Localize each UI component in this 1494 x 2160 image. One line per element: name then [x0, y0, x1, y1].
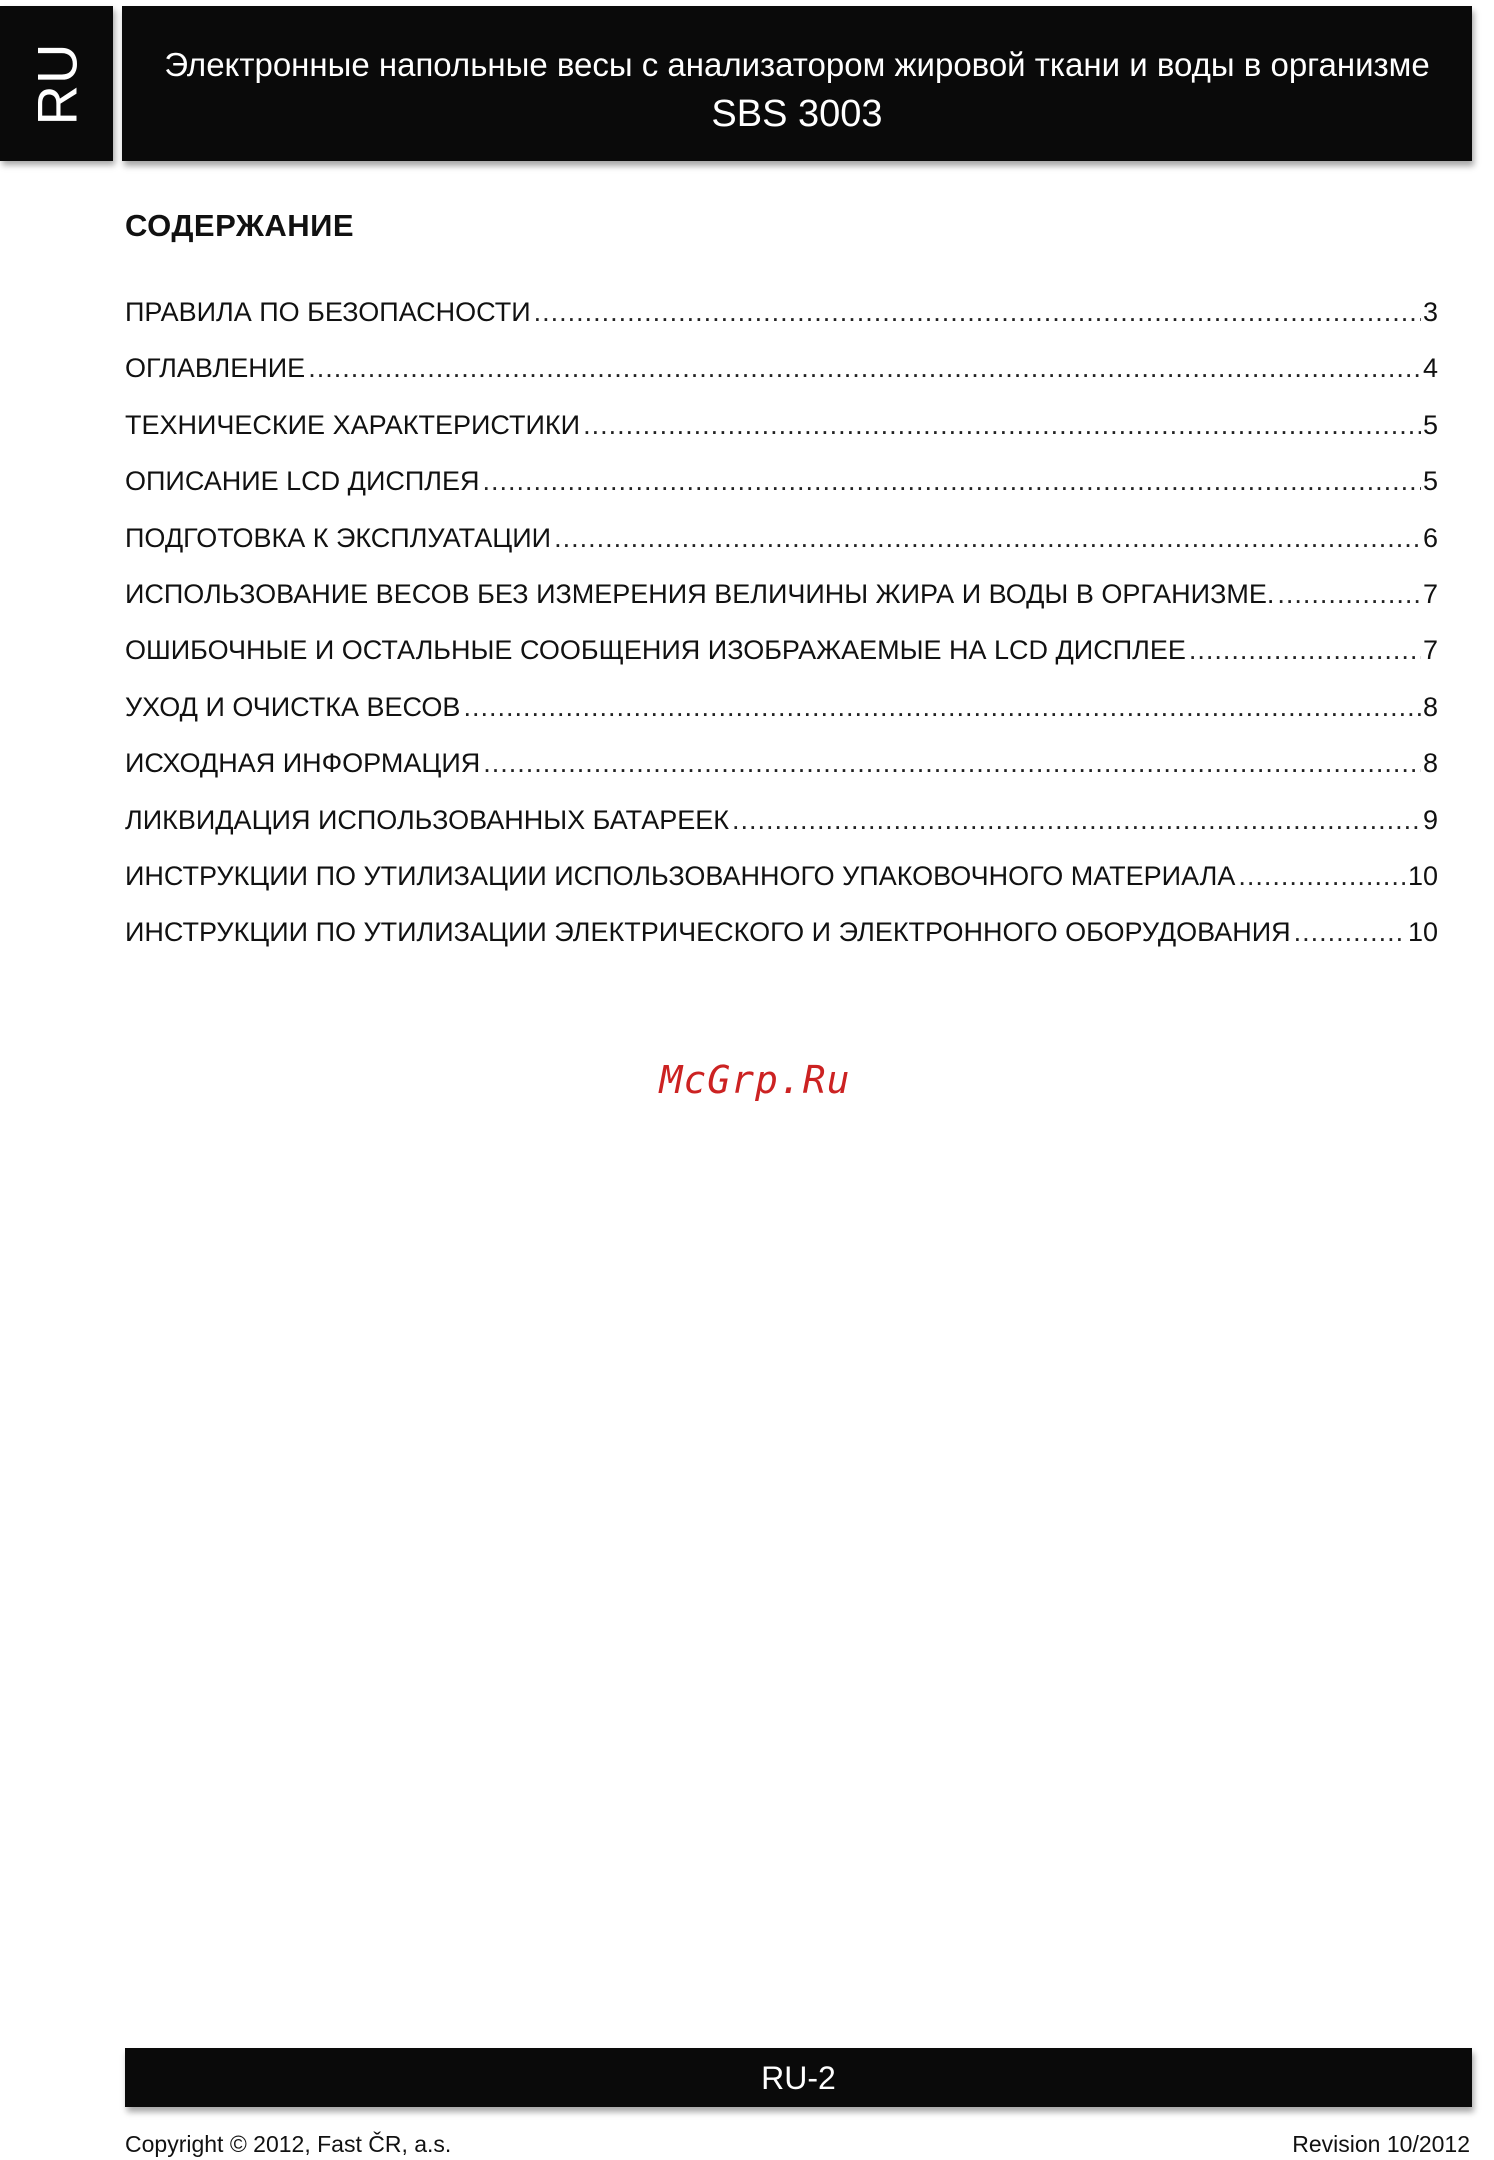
toc-entry-page: 4	[1422, 353, 1438, 384]
toc-dot-leader	[1294, 917, 1406, 948]
toc-entry-label: ИНСТРУКЦИИ ПО УТИЛИЗАЦИИ ИСПОЛЬЗОВАННОГО УПАКОВОЧНОГО МАТЕРИАЛА	[125, 860, 1236, 891]
document-title: Электронные напольные весы с анализатором жировой ткани и воды в организме	[164, 46, 1430, 83]
watermark-link[interactable]: McGrp.Ru	[659, 1058, 851, 1102]
toc-dot-leader	[463, 692, 1421, 723]
toc-dot-leader	[583, 410, 1421, 441]
toc-entry[interactable]	[125, 692, 1438, 748]
language-tab	[0, 6, 113, 161]
toc-entry-page: 7	[1422, 635, 1438, 666]
revision-label: Revision 10/2012	[1292, 2131, 1470, 2157]
toc-entry[interactable]	[125, 579, 1438, 635]
toc-entry-page: 7	[1422, 578, 1438, 609]
toc-entry-label: ТЕХНИЧЕСКИЕ ХАРАКТЕРИСТИКИ	[125, 409, 581, 440]
copyright-notice: Copyright © 2012, Fast ČR, a.s.	[125, 2131, 452, 2157]
toc-entry-label: ОПИСАНИЕ LCD ДИСПЛЕЯ	[125, 466, 480, 497]
footer-bar	[125, 2048, 1472, 2107]
toc-dot-leader	[1277, 579, 1421, 610]
toc-entry-label: ИСХОДНАЯ ИНФОРМАЦИЯ	[125, 748, 481, 779]
toc-entry[interactable]	[125, 635, 1438, 691]
section-title: СОДЕРЖАНИЕ	[125, 208, 355, 243]
toc-entry-page: 10	[1407, 917, 1438, 948]
toc-entry-page: 9	[1422, 804, 1438, 835]
toc-entry-label: ОГЛАВЛЕНИЕ	[125, 353, 306, 384]
toc-entry[interactable]	[125, 805, 1438, 861]
header-bar	[122, 6, 1472, 161]
toc-entry-page: 6	[1422, 522, 1438, 553]
language-code: RU	[25, 42, 88, 125]
toc-entry[interactable]	[125, 353, 1438, 409]
toc-dot-leader	[732, 805, 1421, 836]
toc-dot-leader	[1238, 861, 1406, 892]
toc-dot-leader	[482, 466, 1420, 497]
toc-entry-page: 8	[1422, 748, 1438, 779]
toc-dot-leader	[1189, 635, 1421, 666]
toc-dot-leader	[554, 523, 1421, 554]
toc-entry[interactable]	[125, 410, 1438, 466]
toc-entry-label: ОШИБОЧНЫЕ И ОСТАЛЬНЫЕ СООБЩЕНИЯ ИЗОБРАЖАЕМЫЕ НА LCD ДИСПЛЕЕ	[125, 635, 1186, 666]
toc-entry-label: ЛИКВИДАЦИЯ ИСПОЛЬЗОВАННЫХ БАТАРЕЕК	[125, 804, 730, 835]
toc-dot-leader	[483, 748, 1421, 779]
toc-entry[interactable]	[125, 297, 1438, 353]
toc-entry-page: 5	[1422, 466, 1438, 497]
toc-entry-page: 5	[1422, 409, 1438, 440]
toc-entry[interactable]	[125, 523, 1438, 579]
toc-entry-page: 8	[1422, 691, 1438, 722]
toc-entry[interactable]	[125, 466, 1438, 522]
toc-entry-label: ПРАВИЛА ПО БЕЗОПАСНОСТИ	[125, 297, 531, 327]
toc-entry[interactable]	[125, 861, 1438, 917]
toc-entry[interactable]	[125, 917, 1438, 973]
toc-dot-leader	[308, 353, 1421, 384]
toc-entry[interactable]	[125, 748, 1438, 804]
toc-entry-label: ПОДГОТОВКА К ЭКСПЛУАТАЦИИ	[125, 522, 552, 553]
model-name: SBS 3003	[711, 93, 883, 135]
toc-entry-label: ИСПОЛЬЗОВАНИЕ ВЕСОВ БЕЗ ИЗМЕРЕНИЯ ВЕЛИЧИНЫ ЖИРА И ВОДЫ В ОРГАНИЗМЕ.	[125, 578, 1275, 609]
toc-entry-label: ИНСТРУКЦИИ ПО УТИЛИЗАЦИИ ЭЛЕКТРИЧЕСКОГО И ЭЛЕКТРОННОГО ОБОРУДОВАНИЯ	[125, 917, 1291, 948]
toc-dot-leader	[534, 297, 1421, 328]
page-number: RU-2	[761, 2060, 836, 2096]
toc-entry-page: 10	[1407, 860, 1438, 891]
toc-entry-page: 3	[1422, 297, 1438, 327]
table-of-contents	[125, 297, 1438, 974]
toc-entry-label: УХОД И ОЧИСТКА ВЕСОВ	[125, 691, 461, 722]
